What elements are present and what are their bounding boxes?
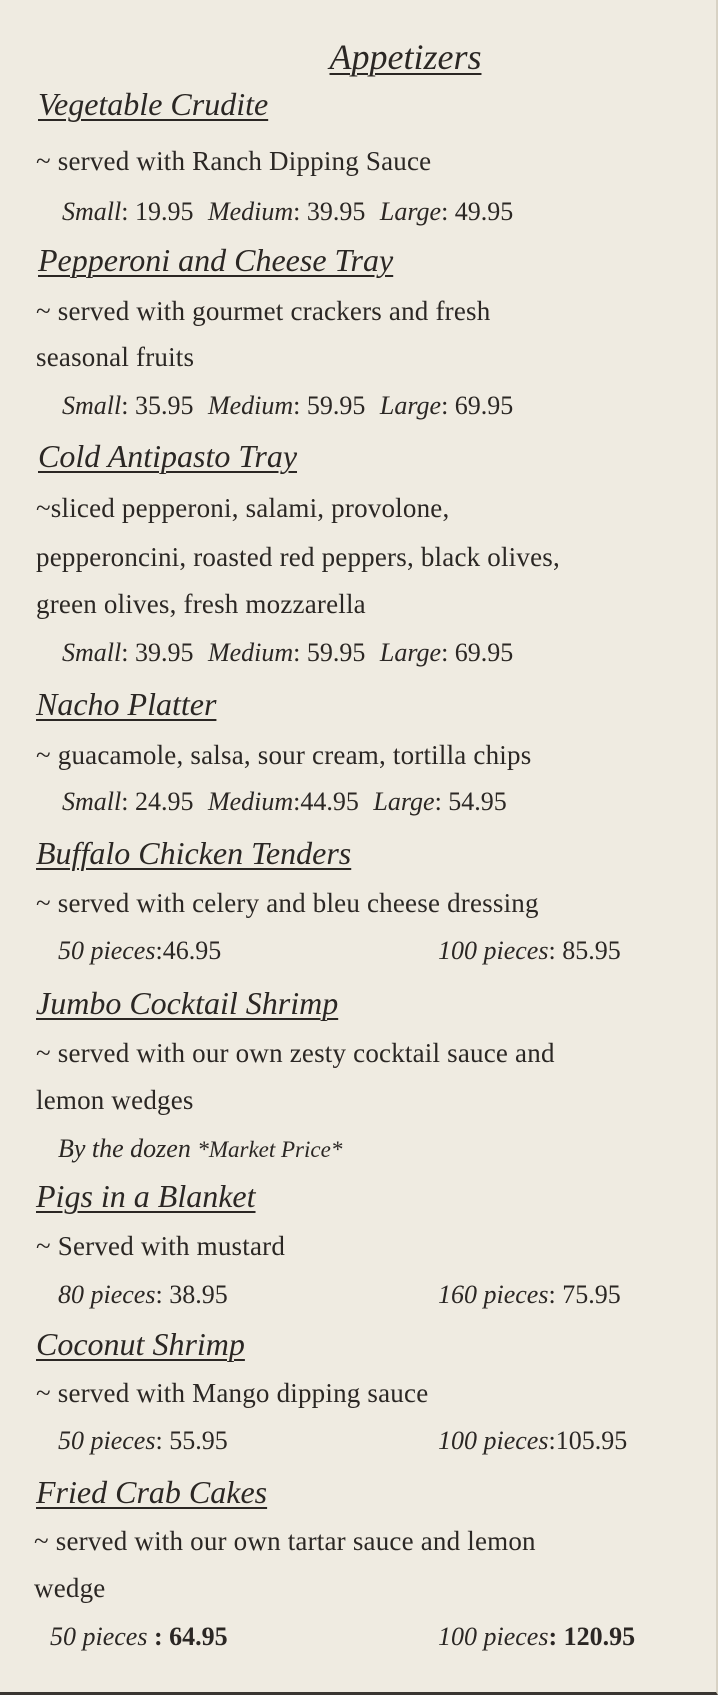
item-prices xyxy=(62,787,507,817)
item-description: ~ served with Ranch Dipping Sauce xyxy=(36,146,432,176)
price-value: 85.95 xyxy=(562,936,621,965)
price-separator: : xyxy=(121,391,135,420)
price-separator: : xyxy=(441,391,455,420)
item-description: wedge xyxy=(34,1573,106,1603)
item-description: ~ Served with mustard xyxy=(36,1231,286,1261)
price-label: 100 pieces xyxy=(438,1622,549,1651)
price-label: Medium xyxy=(207,197,294,226)
price-label: Large xyxy=(373,787,435,816)
price-label: Large xyxy=(379,638,442,667)
item-description: ~ served with Mango dipping sauce xyxy=(36,1378,429,1408)
item-title: Jumbo Cocktail Shrimp xyxy=(36,985,339,1021)
note-label: By the dozen xyxy=(58,1134,191,1163)
note-value: *Market Price* xyxy=(197,1137,343,1162)
item-prices xyxy=(62,391,513,421)
item-title: Fried Crab Cakes xyxy=(36,1474,268,1510)
item-description: ~sliced pepperoni, salami, provolone, xyxy=(36,493,450,523)
price-value: 69.95 xyxy=(454,638,514,667)
price-separator: : xyxy=(155,936,163,965)
price-separator: : xyxy=(155,1426,170,1455)
price-label: Medium xyxy=(207,638,294,667)
price-value: 39.95 xyxy=(306,197,366,226)
price-label: 80 pieces xyxy=(58,1280,156,1309)
price-label: Medium xyxy=(207,787,294,816)
price-separator: : xyxy=(548,1280,563,1309)
item-title: Cold Antipasto Tray xyxy=(38,438,298,474)
item-title: Nacho Platter xyxy=(36,686,217,722)
item-prices xyxy=(58,1280,678,1310)
price-separator: : xyxy=(121,787,135,816)
price-label: Small xyxy=(62,391,122,420)
price-value: 44.95 xyxy=(300,787,359,816)
price-separator: : xyxy=(155,1280,170,1309)
item-description: lemon wedges xyxy=(36,1085,194,1115)
price-label: 100 pieces xyxy=(438,936,549,965)
price-label: 50 pieces xyxy=(58,1426,156,1455)
price-label: Small xyxy=(62,787,122,816)
price-value: 24.95 xyxy=(134,787,194,816)
price-separator: : xyxy=(548,936,563,965)
price-value: 19.95 xyxy=(134,197,194,226)
price-label: Small xyxy=(62,638,122,667)
price-separator: : xyxy=(441,197,455,226)
price-value: 39.95 xyxy=(134,638,194,667)
price-value: 46.95 xyxy=(162,936,222,965)
price-value: 59.95 xyxy=(306,638,366,667)
item-title: Buffalo Chicken Tenders xyxy=(36,835,352,871)
price-label: 50 pieces xyxy=(50,1622,154,1651)
item-description: pepperoncini, roasted red peppers, black olives, xyxy=(36,542,560,572)
item-description: ~ guacamole, salsa, sour cream, tortilla chips xyxy=(36,740,532,770)
item-prices xyxy=(62,197,513,227)
price-value: 35.95 xyxy=(134,391,194,420)
price-value: 49.95 xyxy=(454,197,514,226)
price-separator: : xyxy=(548,1426,556,1455)
price-value: 105.95 xyxy=(555,1426,628,1455)
item-prices xyxy=(58,936,678,966)
price-value: 59.95 xyxy=(306,391,366,420)
price-value: 69.95 xyxy=(454,391,514,420)
price-label: 160 pieces xyxy=(438,1280,549,1309)
price-label: 50 pieces xyxy=(58,936,156,965)
price-value: 120.95 xyxy=(563,1622,636,1651)
price-separator: : xyxy=(548,1622,564,1651)
price-value: 54.95 xyxy=(448,787,507,816)
price-separator: : xyxy=(293,391,307,420)
item-description: ~ served with our own zesty cocktail sauce and xyxy=(36,1038,555,1068)
price-separator: : xyxy=(441,638,455,667)
price-value: 38.95 xyxy=(169,1280,228,1309)
menu-heading: Appetizers xyxy=(329,37,482,77)
item-title: Coconut Shrimp xyxy=(36,1326,245,1362)
item-title: Vegetable Crudite xyxy=(38,86,269,122)
item-description: ~ served with celery and bleu cheese dressing xyxy=(36,888,539,918)
item-description: green olives, fresh mozzarella xyxy=(36,589,366,619)
item-note xyxy=(58,1134,342,1164)
price-value: 64.95 xyxy=(169,1622,228,1651)
price-separator: : xyxy=(153,1622,170,1651)
price-separator: : xyxy=(121,638,135,667)
price-separator: : xyxy=(293,638,307,667)
item-description: ~ served with our own tartar sauce and lemon xyxy=(34,1526,536,1556)
item-description: ~ served with gourmet crackers and fresh xyxy=(36,296,491,326)
price-value: 55.95 xyxy=(169,1426,228,1455)
price-label: Small xyxy=(62,197,122,226)
item-description: seasonal fruits xyxy=(36,342,195,372)
price-separator: : xyxy=(293,197,307,226)
price-separator: : xyxy=(434,787,449,816)
price-value: 75.95 xyxy=(562,1280,621,1309)
price-separator: : xyxy=(121,197,135,226)
price-label: Large xyxy=(379,197,442,226)
price-label: Large xyxy=(379,391,442,420)
item-title: Pepperoni and Cheese Tray xyxy=(38,242,394,278)
price-separator: : xyxy=(293,787,301,816)
item-title: Pigs in a Blanket xyxy=(36,1178,256,1214)
price-label: Medium xyxy=(207,391,294,420)
item-prices xyxy=(58,1426,678,1456)
item-prices xyxy=(62,638,513,668)
price-label: 100 pieces xyxy=(438,1426,549,1455)
item-prices xyxy=(50,1622,680,1652)
